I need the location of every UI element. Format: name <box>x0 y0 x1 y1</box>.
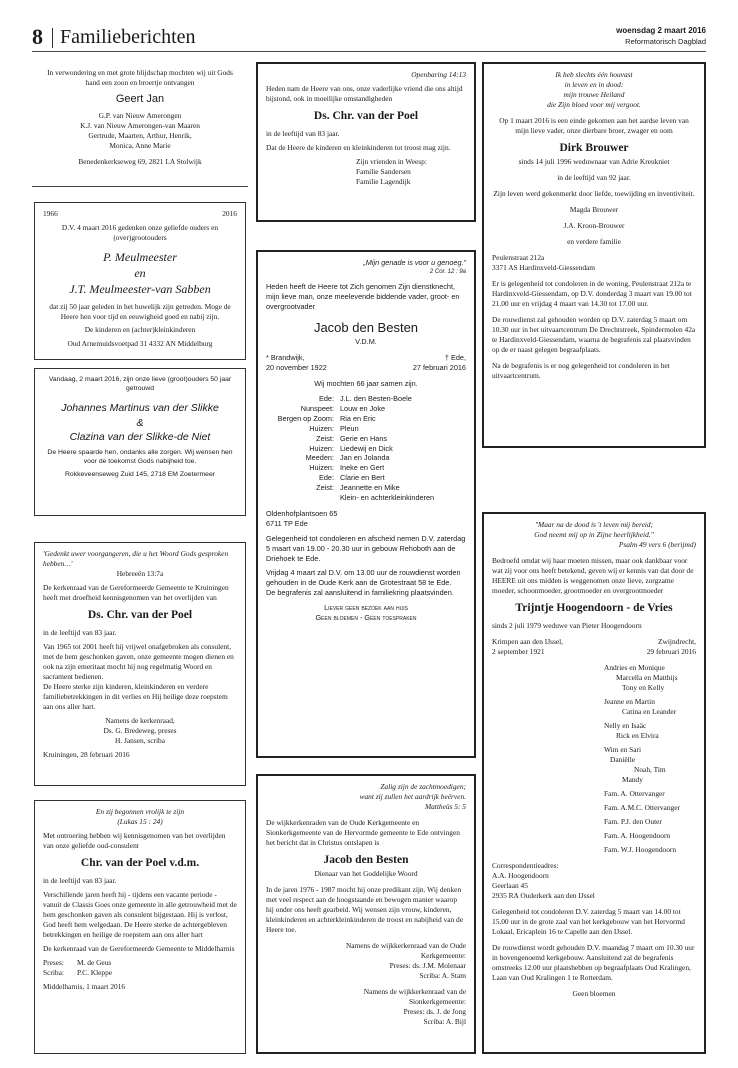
obituary-intro: De kerkenraad van de Gereformeerde Gemeente te Kruiningen heeft met droefheid kennisgenomen van het overlijden van <box>43 582 229 602</box>
year-right: 2016 <box>222 209 237 218</box>
family-line: Fam. A. Ottervanger <box>604 789 665 799</box>
obituary-intro: Op 1 maart 2016 is een einde gekomen aan het aardse leven van mijn lieve vader, onze dierbare broer, zwager en oom <box>499 115 689 135</box>
scriba-name: P.C. Kleppe <box>77 968 113 978</box>
obituary-intro: Heden heeft de Heere tot Zich genomen Zijn dienstknecht, mijn lieve man, onze meelevende biddende vader, groot- en overgrootvader <box>266 281 460 311</box>
family-line: Wim en Sari <box>604 745 642 755</box>
anniversary-slikke <box>34 368 246 516</box>
year-left: 1966 <box>43 209 58 218</box>
obituary-quote: Ik heb slechts één houvast <box>555 70 633 79</box>
note-line: Liever geen bezoek aan huis <box>324 603 408 613</box>
obituary-quote: die Zijn bloed voor mij vergoot. <box>547 99 641 109</box>
family-row: Zeist: Gerie en Hans <box>316 433 388 443</box>
anniversary-text: dat zij 50 jaar geleden in het huwelijk zijn getreden. Moge de Heere hen voor tijd en eeuwigheid goed en nabij zijn. <box>49 301 231 321</box>
family-line: Rick en Elvira <box>616 731 659 741</box>
obituary-ref: Psalm 49 vers 6 (berijmd) <box>618 539 696 549</box>
correspondence-line: A.A. Hoogendoorn <box>492 871 549 881</box>
family-line: Mandy <box>622 775 643 785</box>
note-line: Geen bloemen - Geen toespraken <box>315 613 417 623</box>
burial-info: De begrafenis zal aansluitend in familiekring plaatsvinden. <box>266 587 454 597</box>
obituary-name: Chr. van der Poel v.d.m. <box>80 856 200 869</box>
after-funeral-info: Na de begrafenis is er nog gelegenheid tot condoleren in het uitvaartcentrum. <box>492 361 670 381</box>
birth-announcement <box>32 62 248 180</box>
family-line: Fam. W.J. Hoogendoorn <box>604 845 677 855</box>
obituary-quote: want zij zullen het aardrijk beërven. <box>359 791 466 801</box>
sign-line: Familie Sandersen <box>356 167 411 177</box>
obituary-intro: Met ontroering hebben wij kennisgenomen van het overlijden van onze geliefde oud-consulent <box>43 830 226 850</box>
obituary-sub: sinds 2 juli 1979 weduwe van Pieter Hoogendoorn <box>492 621 642 631</box>
obituary-poel-kruiningen <box>34 542 246 786</box>
obituary-sub: sinds 14 juli 1996 weduwnaar van Adrie Kreukniet <box>518 157 670 167</box>
family-line: Catina en Leander <box>622 707 677 717</box>
born-label: * Brandwijk, <box>266 352 305 362</box>
obituary-quote: „Mijn genade is voor u genoeg.” <box>363 258 466 267</box>
family-row: Huizen: Ineke en Gert <box>309 463 385 473</box>
scriba-label: Scriba: <box>43 968 64 978</box>
obituary-place-date: Middelharnis, 1 maart 2016 <box>43 982 126 992</box>
slikke-intro: Vandaag, 2 maart 2016, zijn onze lieve (groot)ouders 50 jaar getrouwd <box>48 376 232 393</box>
sign-line: Namens de wijkkerkenraad van de Oude <box>345 941 466 951</box>
newspaper-name: Reformatorisch Dagblad <box>625 37 706 46</box>
couple-name-2: J.T. Meulmeester-van Sabben <box>69 282 211 297</box>
parent-line: Gertrude, Maarten, Arthur, Henrik, <box>88 130 192 140</box>
obituary-name: Dirk Brouwer <box>559 141 629 154</box>
anniversary-meulmeester <box>34 202 246 360</box>
family-line: Magda Brouwer <box>569 205 619 215</box>
sign-line: Scriba: A. Bijl <box>423 1017 466 1027</box>
obituary-quote: 'Gedenkt uwer voorgangeren, die u het Woord Gods gesproken hebben…' <box>43 549 229 568</box>
parent-line: K.J. van Nieuw Amerongen-van Maaren <box>80 120 200 130</box>
family-row: Huizen: Pleun <box>309 423 359 433</box>
obituary-quote: En zij begonnen vrolijk te zijn <box>95 807 185 816</box>
obituary-body: Verschillende jaren heeft hij - tijdens een vacante periode - vanuit de Classis Goes onze gemeente in alle getrouwheid met de hem geschonken gaven als consulent bijgestaan. Hij is verlost, God heeft hem welgedaan. De Heere sterke de achtergebleven betrekkingen en heilige de roepstem aan ons aller hart <box>43 890 237 940</box>
anniversary-intro: D.V. 4 maart 2016 gedenken onze geliefde ouders en (over)grootouders <box>61 222 219 242</box>
obituary-quote: "Maar na de dood is 't leven mij bereid; <box>534 520 654 529</box>
family-row: Zeist: Jeannette en Mike <box>316 482 400 492</box>
obituary-name: Jacob den Besten <box>323 853 409 866</box>
couple-en: en <box>134 266 146 281</box>
died-label: † Ede, <box>444 352 466 362</box>
obituary-ref: Hebreeën 13:7a <box>116 568 164 578</box>
funeral-info: Vrijdag 4 maart zal D.V. om 13.00 uur de rouwdienst worden gehouden in de Oude Kerk aan de Grotestraat 58 te Ede. <box>266 567 461 587</box>
sign-line: Preses: ds. J. de Jong <box>403 1007 466 1017</box>
sign-line: Namens de wijkkerkenraad van de <box>363 987 466 997</box>
sign-line: H. Jansen, scriba <box>114 736 166 746</box>
born-place: Krimpen aan den IJssel, <box>492 637 564 647</box>
sign-line: Familie Lagendijk <box>356 177 411 187</box>
obituary-title: Dienaar van het Goddelijke Woord <box>314 869 418 879</box>
family-list <box>276 394 466 502</box>
family-row: Ede: J.L. den Besten-Boele <box>318 394 412 404</box>
family-row: Huizen: Liedewij en Dick <box>309 443 393 453</box>
family-line: Marcella en Matthijs <box>616 673 678 683</box>
correspondence-line: Correspondentieadres: <box>492 861 559 871</box>
family-row: Ede: Clarie en Bert <box>318 473 385 483</box>
correspondence-line: Geerlaan 45 <box>492 881 528 891</box>
birth-intro: In verwondering en met grote blijdschap mochten wij uit Gods hand een zoon en broertje ontvangen <box>47 68 233 87</box>
obituary-ref: Openbaring 14:13 <box>411 70 466 79</box>
obituary-intro: Bedroefd omdat wij haar moeten missen, maar ook dankbaar voor wat zij voor ons heeft betekend, geven wij er kennis van dat door de HEERE uit ons midden is weggenomen onze lieve, zorgzame moeder, schoonmoeder, grootmoeder en overgrootmoeder <box>492 555 694 595</box>
address-line: 3371 AS Hardinxveld-Giessendam <box>492 263 596 273</box>
condolence-info: Er is gelegenheid tot condoleren in de woning, Peulenstraat 212a te Hardinxveld-Giessendam, op D.V. donderdag 3 maart van 19.00 tot 21.00 uur en vrijdag 4 maart van 14.30 tot 17.00 uur. <box>492 279 692 309</box>
family-line: Nelly en Isaäc <box>604 721 647 731</box>
preses-name: M. de Geus <box>77 958 112 968</box>
sign-line: Ds. G. Bredeweg, preses <box>103 726 177 736</box>
family-row: Meeden: Jan en Jolanda <box>305 453 390 463</box>
birth-name: Geert Jan <box>115 92 165 105</box>
obituary-signed: De kerkenraad van de Gereformeerde Gemeente te Middelharnis <box>43 944 235 954</box>
family-line: J.A. Kroon-Brouwer <box>563 221 625 231</box>
sign-line: Scriba: A. Stam <box>419 971 466 981</box>
died-place: Zwijndrecht, <box>658 637 696 647</box>
parent-line: Monica, Anne Marie <box>109 140 171 150</box>
flowers-note: Geen bloemen <box>572 988 616 998</box>
issue-date: woensdag 2 maart 2016 <box>616 26 706 35</box>
obituary-hoogendoorn <box>482 512 706 1054</box>
family-line: Daniëlle <box>610 755 636 765</box>
funeral-info: De rouwdienst wordt gehouden D.V. maandag 7 maart om 10.30 uur in bovengenoemd kerkgebouw. Aansluitend zal de begrafenis omstreeks 12.00 uur plaatshebben op begraafplaats Oud Kralingen, Laan van Oud Kralingen 1 te Rotterdam. <box>492 943 695 982</box>
obituary-body: De Heere sterke zijn kinderen, kleinkinderen en verdere familiebetrekkingen in dit verlies en Hij heilige deze roepstem aan ons aller hart. <box>43 682 228 712</box>
born-date: 2 september 1921 <box>492 647 545 657</box>
correspondence-line: 2935 RA Ouderkerk aan den IJssel <box>492 891 595 901</box>
address-line: Peulenstraat 212a <box>492 253 545 263</box>
obituary-name: Trijntje Hoogendoorn - de Vries <box>515 601 673 614</box>
obituary-poel-weesp <box>256 62 476 222</box>
slikke-name-1: Johannes Martinus van der Slikke <box>61 402 219 415</box>
obituary-quote: God neemt mij op in Zijne heerlijkheid." <box>534 529 654 539</box>
obituary-body: Van 1965 tot 2001 heeft hij vrijwel onafgebroken als consulent, met de hem geschonken gaven, onze gemeente mogen dienen en ook na zijn emeritaat mocht hij nog regelmatig Woord en sacrament bedienen. <box>43 642 234 682</box>
obituary-age: in de leeftijd van 83 jaar. <box>43 628 117 638</box>
obituary-poel-middelharnis <box>34 800 246 1054</box>
obituary-intro: Heden nam de Heere van ons, onze vaderlijke vriend die ons altijd bijstond, ook in moeilijke omstandigheden <box>266 83 463 103</box>
slikke-text: De Heere spaarde hen, ondanks alle zorgen. Wij wensen hen voor de toekomst Gods nabijheid toe. <box>47 448 233 466</box>
born-date: 20 november 1922 <box>266 362 327 372</box>
family-line: Fam. P.J. den Outer <box>604 817 662 827</box>
obituary-ref: (Lukas 15 : 24) <box>117 816 163 826</box>
family-line: Jeanne en Martin <box>604 697 655 707</box>
condolence-info: Gelegenheid tot condoleren D.V. zaterdag 5 maart van 14.00 tot 15.00 uur in de grote zaal van het kerkgebouw van het Hervormd Lokaal, Ericaplein 16 te Capelle aan den IJssel. <box>492 907 685 937</box>
anniversary-address: Oud Arnemuidsvoetpad 31 4332 AN Middelburg <box>67 339 213 349</box>
family-line: Tony en Kelly <box>622 683 665 693</box>
obituary-ref: Mattheüs 5: 5 <box>424 801 466 811</box>
obituary-body: Dat de Heere de kinderen en kleinkinderen tot troost mag zijn. <box>266 143 451 153</box>
page-header <box>32 24 706 52</box>
family-row: Bergen op Zoom: Ria en Eric <box>277 414 376 424</box>
obituary-besten-wijk <box>256 774 476 1054</box>
parent-line: G.P. van Nieuw Amerongen <box>98 110 182 120</box>
family-line: Noah, Tim <box>634 765 666 775</box>
family-row: Nunspeet: Louw en Joke <box>300 404 386 414</box>
obituary-life: Zijn leven werd gekenmerkt door liefde, toewijding en inventiviteit. <box>493 189 695 199</box>
obituary-name: Ds. Chr. van der Poel <box>87 608 193 621</box>
family-line: Fam. A. Hoogendoorn <box>604 831 671 841</box>
sign-line: Sionkerkgemeente: <box>408 997 466 1007</box>
section-title: Familieberichten <box>60 26 196 48</box>
obituary-title: V.D.M. <box>355 337 377 347</box>
obituary-brouwer <box>482 62 706 448</box>
obituary-quote: Zalig zijn de zachtmoedigen; <box>380 782 466 791</box>
column-separator <box>32 186 248 187</box>
obituary-body: In de jaren 1976 - 1987 mocht hij onze predikant zijn. Wij denken met veel respect aan de hoogstaande en bewogen manier waarop hij onder ons heeft gearbeid. Wij wensen zijn vrouw, kinderen, kleinkinderen en achterkleinkinderen de troost en nabijheid van de Heere toe. <box>266 885 464 935</box>
obituary-intro: De wijkkerkenraden van de Oude Kerkgemeente en Sionkerkgemeente van de Hervormde gemeente te Ede ontvingen het bericht dat in Christus ontslapen is <box>266 817 460 847</box>
anniversary-signed: De kinderen en (achter)kleinkinderen <box>84 325 196 335</box>
family-line: en verdere familie <box>567 237 621 247</box>
page-number: 8 <box>32 24 43 49</box>
obituary-age: in de leeftijd van 83 jaar. <box>43 876 117 886</box>
funeral-info: De rouwdienst zal gehouden worden op D.V. zaterdag 5 maart om 10.30 uur in het uitvaartcentrum De Drechtstreek, Spindermolen 42a te Hardinxveld-Giessendam, waarna de begrafenis zal plaatsvinden op de er naast gelegen begraafplaats. <box>492 315 696 355</box>
sign-line: Zijn vrienden in Weesp: <box>356 157 427 167</box>
sign-line: Kerkgemeente: <box>420 951 466 961</box>
slikke-name-2: Clazina van der Slikke-de Niet <box>69 430 211 443</box>
address-line: 6711 TP Ede <box>266 518 308 528</box>
sign-line: Preses: ds. J.M. Molenaar <box>389 961 466 971</box>
preses-label: Preses: <box>43 958 64 968</box>
family-list <box>492 663 696 855</box>
obituary-besten-family <box>256 250 476 758</box>
header-divider <box>52 28 53 48</box>
couple-name-1: P. Meulmeester <box>103 249 177 264</box>
obituary-quote: mijn trouwe Heiland <box>563 89 625 99</box>
sign-line: Namens de kerkenraad, <box>105 716 175 726</box>
address-line: Oldenhofplantsoen 65 <box>266 508 338 518</box>
obituary-place-date: Kruiningen, 28 februari 2016 <box>43 750 130 760</box>
birth-address: Benedenkerkseweg 69, 2821 LA Stolwijk <box>78 156 202 166</box>
family-row: Klein- en achterkleinkinderen <box>340 492 435 502</box>
marriage-years: Wij mochten 66 jaar samen zijn. <box>314 378 418 388</box>
obituary-age: in de leeftijd van 92 jaar. <box>557 173 631 183</box>
family-line: Fam. A.M.C. Ottervanger <box>604 803 680 813</box>
slikke-address: Rokkeveenseweg Zuid 145, 2718 EM Zoetermeer <box>65 471 215 479</box>
slikke-amp: & <box>136 416 144 429</box>
obituary-age: in de leeftijd van 83 jaar. <box>266 129 340 139</box>
obituary-name: Jacob den Besten <box>313 320 419 336</box>
obituary-name: Ds. Chr. van der Poel <box>313 109 419 122</box>
family-line: Andries en Monique <box>604 663 665 673</box>
condolence-info: Gelegenheid tot condoleren en afscheid nemen D.V. zaterdag 5 maart van 19.00 - 20.30 uur in gebouw Rehoboth aan de Driehoek te Ede. <box>266 534 466 564</box>
obituary-ref: 2 Cor. 12 : 9a <box>429 268 466 275</box>
died-date: 27 februari 2016 <box>412 362 466 372</box>
obituary-quote: in leven en in dood: <box>564 79 624 89</box>
died-date: 29 februari 2016 <box>646 647 696 657</box>
